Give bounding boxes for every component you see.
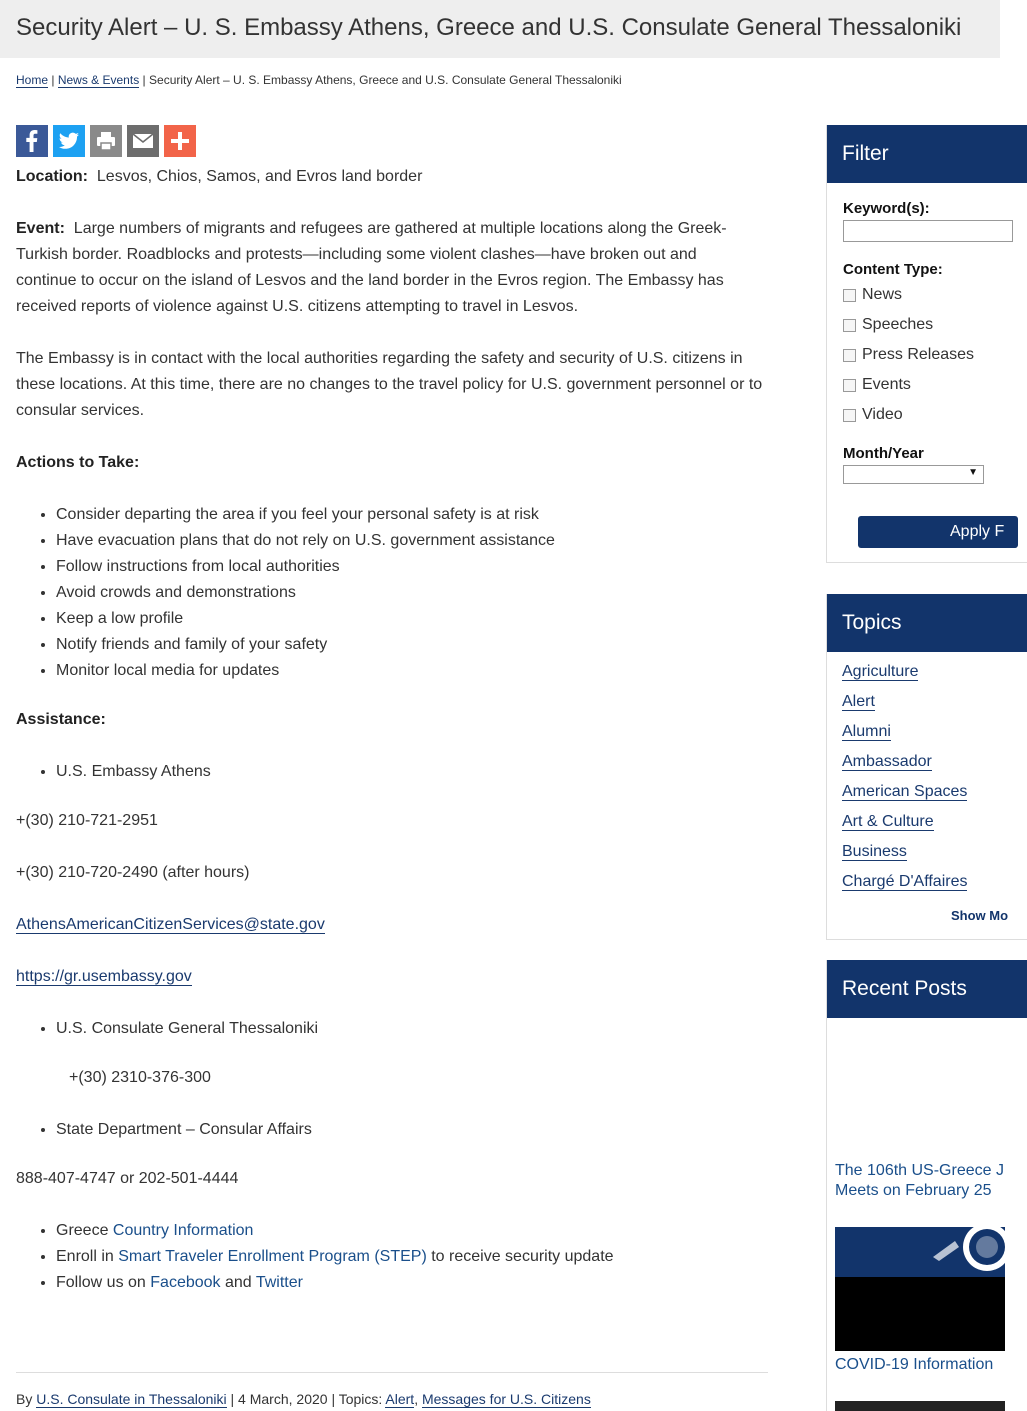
email-icon <box>127 125 159 157</box>
event-line: Event: Large numbers of migrants and refugees are gathered at multiple locations along the Greek- <box>16 220 727 237</box>
checkbox-events[interactable]: Events <box>843 376 911 394</box>
month-year-select[interactable] <box>843 465 984 484</box>
contact-line: these locations. At this time, there are no changes to the travel policy for U.S. government personnel or to <box>16 376 763 393</box>
list-item: • Notify friends and family of your safety <box>56 632 555 658</box>
topic-item: Ambassador <box>842 753 932 770</box>
twitter-icon <box>53 125 85 157</box>
month-year-label: Month/Year <box>843 445 924 462</box>
actions-list <box>16 502 555 684</box>
contact-paragraph <box>16 346 768 424</box>
topic-item: Agriculture <box>842 663 919 680</box>
phone-2: +(30) 210-720-2490 (after hours) <box>16 864 250 881</box>
event-line: Turkish border. Roadblocks and protests—including some violent clashes—have broken out and <box>16 246 697 263</box>
list-item: • Follow instructions from local authorities <box>56 554 555 580</box>
list-item: • Keep a low profile <box>56 606 555 632</box>
list-item: • Consider departing the area if you feel your personal safety is at risk <box>56 502 555 528</box>
filter-panel <box>826 125 1027 563</box>
checkbox-news[interactable]: News <box>843 286 902 304</box>
facebook-share-button[interactable] <box>16 125 48 157</box>
recent-posts-title: Recent Posts <box>827 960 1027 1018</box>
topic-item: Alert <box>842 693 875 710</box>
recent-post-link[interactable]: COVID-19 Information <box>835 1356 994 1373</box>
list-item: • U.S. Embassy Athens <box>56 759 211 785</box>
checkbox-box[interactable] <box>843 349 856 362</box>
breadcrumb-sep: | <box>142 73 146 87</box>
breadcrumb-news[interactable]: News & Events <box>57 73 140 87</box>
apply-filter-button[interactable]: Apply F <box>858 516 1018 548</box>
breadcrumb-current: Security Alert – U. S. Embassy Athens, Greece and U.S. Consulate General Thessaloniki <box>149 73 622 87</box>
checkbox-box[interactable] <box>843 289 856 302</box>
location-text: Lesvos, Chios, Samos, and Evros land border <box>96 168 423 185</box>
country-info-link[interactable]: Country Information <box>112 1222 254 1239</box>
links-list <box>16 1218 614 1296</box>
breadcrumb-home[interactable]: Home <box>16 73 49 87</box>
email-line <box>16 912 325 938</box>
event-line: continue to occur on the island of Lesvos and the land border in the Evros region. The Embassy has <box>16 272 724 289</box>
step-link[interactable]: Smart Traveler Enrollment Program (STEP) <box>118 1248 427 1265</box>
list-item: • Monitor local media for updates <box>56 658 555 684</box>
list-item: • Greece Country Information <box>56 1218 614 1244</box>
event-paragraph <box>16 216 768 320</box>
phone-4: 888-407-4747 or 202-501-4444 <box>16 1170 239 1187</box>
topic-item: Business <box>842 843 907 860</box>
actions-heading: Actions to Take: <box>16 454 140 471</box>
checkbox-box[interactable] <box>843 409 856 422</box>
twitter-link[interactable]: Twitter <box>255 1274 303 1291</box>
breadcrumb-sep: | <box>51 73 55 87</box>
list-item: • Have evacuation plans that do not rely on U.S. government assistance <box>56 528 555 554</box>
email-share-button[interactable] <box>127 125 159 157</box>
title-bar <box>0 0 1000 58</box>
checkbox-box[interactable] <box>843 379 856 392</box>
event-line: received reports of violence against U.S. citizens attempting to travel in Lesvos. <box>16 298 579 315</box>
email-link[interactable]: AthensAmericanCitizenServices@state.gov <box>16 916 325 933</box>
checkbox-video[interactable]: Video <box>843 406 903 424</box>
print-icon <box>90 125 122 157</box>
topic-item: Art & Culture <box>842 813 934 830</box>
state-list <box>16 1117 312 1143</box>
phone-1: +(30) 210-721-2951 <box>16 812 158 829</box>
topic-item: American Spaces <box>842 783 968 800</box>
checkbox-press-releases[interactable]: Press Releases <box>843 346 974 364</box>
website-line <box>16 964 192 990</box>
topics-panel <box>826 594 1027 940</box>
recent-post-thumbnail[interactable] <box>835 1227 1005 1351</box>
website-link[interactable]: https://gr.usembassy.gov <box>16 968 192 985</box>
thumbnail-dark <box>835 1277 1005 1351</box>
recent-posts-panel <box>826 960 1027 1411</box>
print-button[interactable] <box>90 125 122 157</box>
checkbox-box[interactable] <box>843 319 856 332</box>
more-share-button[interactable] <box>164 125 196 157</box>
checkbox-speeches[interactable]: Speeches <box>843 316 933 334</box>
location-label: Location: <box>16 168 88 185</box>
share-bar <box>16 125 196 157</box>
list-item: • State Department – Consular Affairs <box>56 1117 312 1143</box>
topic-item: Chargé D'Affaires <box>842 873 968 890</box>
assistance-heading: Assistance: <box>16 711 106 728</box>
chevron-down-icon: ▼ <box>968 467 978 478</box>
seal-logo <box>925 1221 1005 1281</box>
athens-list <box>16 759 211 785</box>
breadcrumb <box>16 73 622 87</box>
topic-alert-link[interactable]: Alert <box>385 1391 415 1407</box>
author-link[interactable]: U.S. Consulate in Thessaloniki <box>36 1391 227 1407</box>
byline: By U.S. Consulate in Thessaloniki | 4 March, 2020 | Topics: Alert, Messages for U.S. Citizens <box>16 1391 591 1407</box>
location-line <box>16 164 422 190</box>
keyword-label: Keyword(s): <box>843 200 930 217</box>
filter-title: Filter <box>827 125 1027 183</box>
topics-title: Topics <box>827 594 1027 652</box>
content-type-label: Content Type: <box>843 261 943 278</box>
recent-post-thumbnail[interactable] <box>835 1401 1005 1411</box>
recent-post-link[interactable]: The 106th US-Greece J Meets on February 25 <box>835 1162 1004 1199</box>
contact-line: consular services. <box>16 402 145 419</box>
page-title: Security Alert – U. S. Embassy Athens, Greece and U.S. Consulate General Thessaloniki <box>16 14 962 41</box>
facebook-icon <box>16 125 48 157</box>
divider <box>16 1372 768 1373</box>
list-item: • U.S. Consulate General Thessaloniki <box>56 1016 318 1042</box>
topic-messages-link[interactable]: Messages for U.S. Citizens <box>421 1391 591 1407</box>
keyword-input[interactable] <box>843 220 1013 242</box>
phone-3: +(30) 2310-376-300 <box>69 1069 211 1086</box>
plus-icon <box>164 125 196 157</box>
contact-line: The Embassy is in contact with the local authorities regarding the safety and security of U.S. citizens in <box>16 350 743 367</box>
list-item: • Enroll in Smart Traveler Enrollment Program (STEP) to receive security update <box>56 1244 614 1270</box>
thessaloniki-list <box>16 1016 318 1042</box>
list-item: • Follow us on Facebook and Twitter <box>56 1270 614 1296</box>
event-label: Event: <box>16 220 65 237</box>
topic-item: Alumni <box>842 723 891 740</box>
show-more-link[interactable]: Show Mo <box>951 908 1009 923</box>
list-item: • Avoid crowds and demonstrations <box>56 580 555 606</box>
twitter-share-button[interactable] <box>53 125 85 157</box>
facebook-link[interactable]: Facebook <box>150 1274 221 1291</box>
